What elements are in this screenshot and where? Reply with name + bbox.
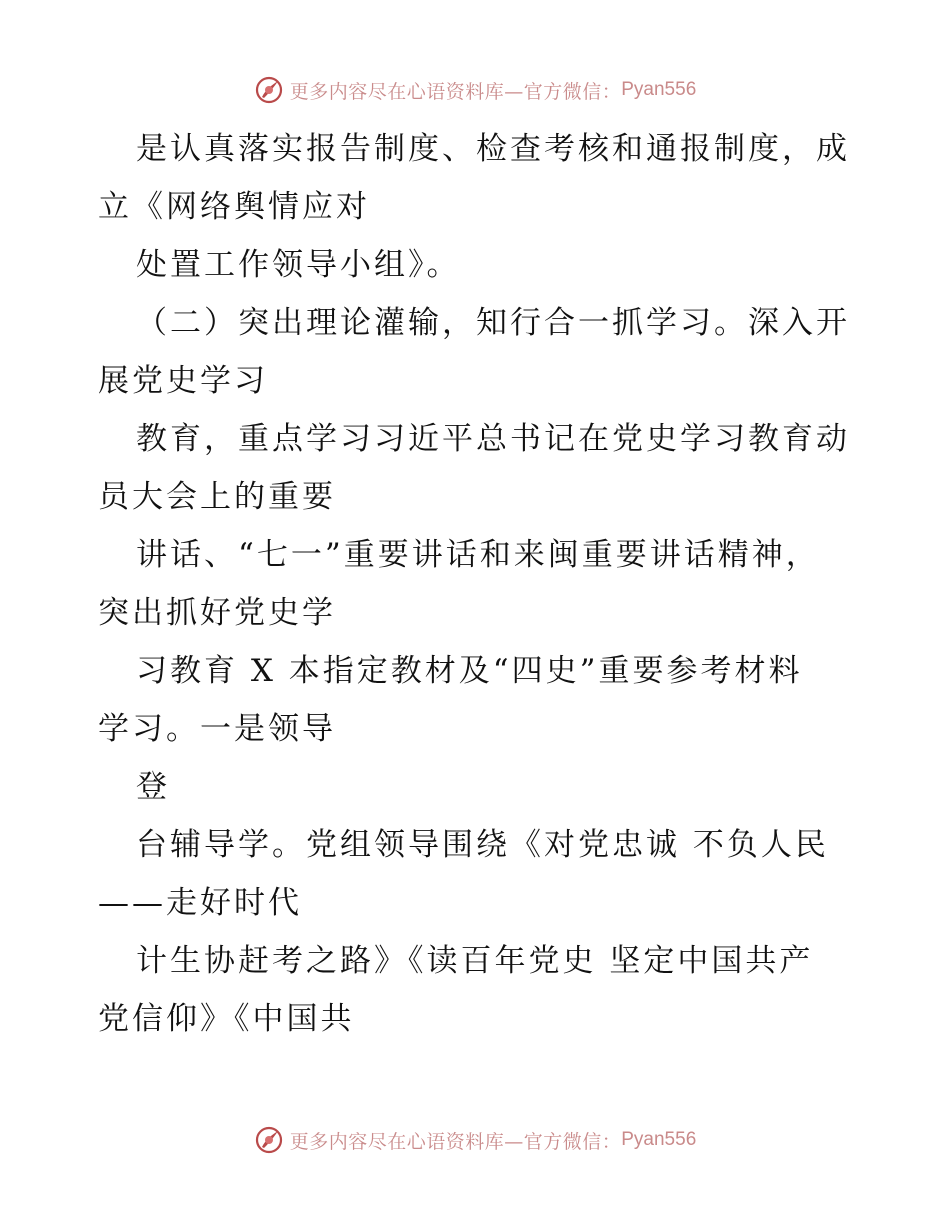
text-line: （二）突出理论灌输，知行合一抓学习。深入开 — [136, 305, 850, 341]
text-line: 突出抓好党史学 — [98, 595, 336, 631]
text-line: 展党史学习 — [98, 363, 268, 399]
footer-banner-text: 更多内容尽在心语资料库—官方微信： — [289, 1130, 622, 1153]
red-quill-logo-icon — [254, 1125, 284, 1155]
header-banner-text: 更多内容尽在心语资料库—官方微信： — [289, 80, 622, 103]
header-wechat-id: Pyan556 — [621, 79, 697, 100]
text-line: 员大会上的重要 — [98, 479, 336, 515]
text-line: 台辅导学。党组领导围绕《对党忠诚 不负人民 — [136, 827, 829, 863]
red-quill-logo-icon — [254, 75, 284, 105]
text-line: 计生协赶考之路》《读百年党史 坚定中国共产 — [136, 943, 814, 979]
text-line: ——走好时代 — [98, 885, 302, 921]
footer-wechat-id: Pyan556 — [621, 1129, 697, 1150]
page-header — [0, 70, 950, 110]
text-line: 教育，重点学习习近平总书记在党史学习教育动 — [136, 421, 850, 457]
text-line: 登 — [136, 769, 170, 805]
text-line: 是认真落实报告制度、检查考核和通报制度，成 — [136, 131, 850, 167]
page-footer — [0, 1120, 950, 1160]
text-line: 立《网络舆情应对 — [98, 189, 370, 225]
text-line: 处置工作领导小组》。 — [136, 247, 461, 283]
text-line: 学习。一是领导 — [98, 711, 336, 747]
document-body — [98, 120, 858, 1048]
text-line: 党信仰》《中国共 — [98, 1001, 355, 1037]
text-line: 习教育 X 本指定教材及“四史”重要参考材料 — [136, 653, 803, 689]
text-line: 讲话、“七一”重要讲话和来闽重要讲话精神， — [136, 537, 820, 573]
